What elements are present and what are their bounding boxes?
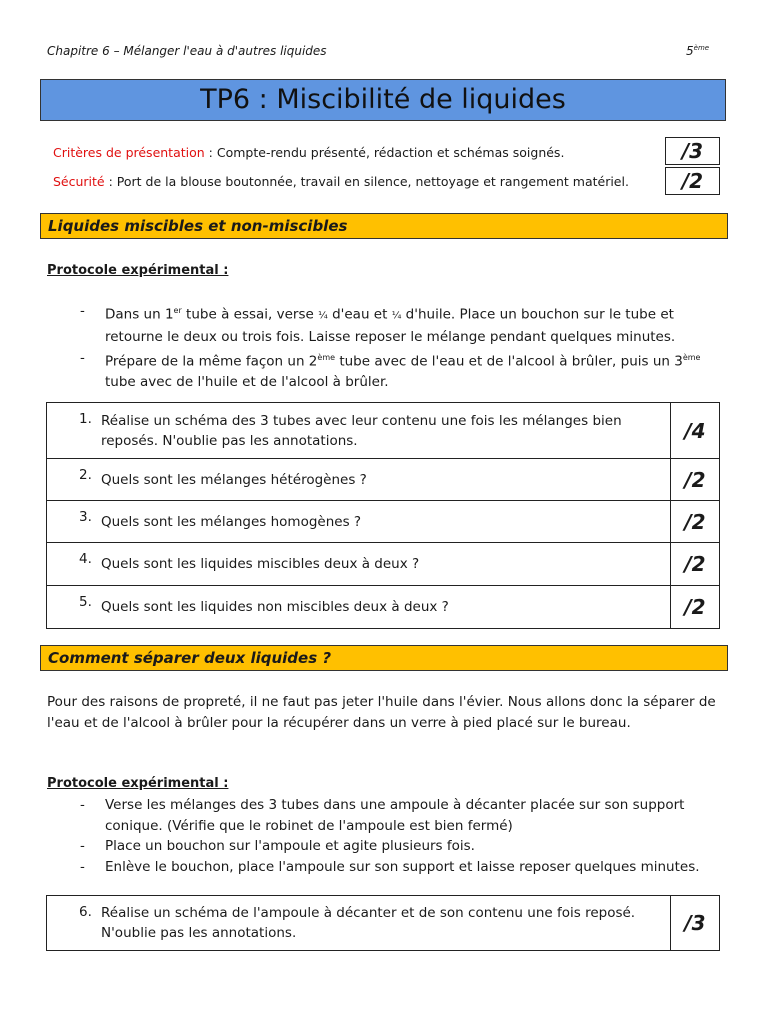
question-number: 5. bbox=[79, 594, 92, 610]
bullet-text: Dans un 1 bbox=[105, 306, 174, 323]
level-number: 5 bbox=[686, 44, 694, 58]
question-score: /2 bbox=[670, 501, 719, 542]
question-cell bbox=[47, 586, 670, 628]
bullet-text: d'eau et bbox=[327, 306, 392, 323]
score-box-security: /2 bbox=[665, 167, 720, 195]
criteria-separator: : bbox=[204, 145, 217, 160]
question-text: Quels sont les mélanges hétérogènes ? bbox=[101, 471, 367, 488]
question-score: /4 bbox=[670, 403, 719, 458]
score-box-presentation: /3 bbox=[665, 137, 720, 165]
page-title: TP6 : Miscibilité de liquides bbox=[40, 79, 726, 121]
table-row bbox=[47, 501, 719, 543]
question-cell bbox=[47, 403, 670, 458]
bullet-text: d'huile. Place un bouchon sur le tube et retourne le deux ou trois fois. Laisse reposer le mélange pendant quelques minutes. bbox=[105, 306, 676, 345]
question-text: Quels sont les liquides non miscibles deux à deux ? bbox=[101, 599, 449, 615]
list-item: - Enlève le bouchon, place l'ampoule sur son support et laisse reposer quelques minutes. bbox=[80, 857, 730, 878]
table-row bbox=[47, 586, 719, 628]
bullet-text: Prépare de la même façon un 2 bbox=[105, 353, 318, 369]
criteria-security bbox=[53, 174, 629, 189]
section-title-miscible: Liquides miscibles et non-miscibles bbox=[40, 213, 728, 239]
protocol-label: Protocole expérimental : bbox=[47, 263, 229, 278]
bullet-text: tube avec de l'eau et de l'alcool à brûler, puis un 3 bbox=[335, 353, 683, 369]
criteria-label: Sécurité bbox=[53, 174, 105, 189]
question-cell bbox=[47, 459, 670, 500]
list-item bbox=[80, 301, 730, 348]
question-score: /2 bbox=[670, 543, 719, 585]
protocol-list bbox=[80, 301, 730, 392]
ordinal-suffix: ème bbox=[317, 352, 336, 362]
question-number: 1. bbox=[79, 411, 92, 427]
question-number: 4. bbox=[79, 551, 92, 567]
list-item: - Place un bouchon sur l'ampoule et agite plusieurs fois. bbox=[80, 836, 730, 857]
ordinal-suffix: er bbox=[173, 306, 182, 315]
question-number: 6. bbox=[79, 904, 92, 920]
question-score: /2 bbox=[670, 459, 719, 500]
table-row bbox=[47, 403, 719, 459]
criteria-presentation bbox=[53, 145, 564, 160]
criteria-label: Critères de présentation bbox=[53, 145, 205, 160]
criteria-text: Compte-rendu présenté, rédaction et schémas soignés. bbox=[216, 145, 565, 160]
question-number: 3. bbox=[79, 509, 92, 525]
fraction: ¼ bbox=[318, 310, 328, 322]
question-text: Quels sont les mélanges homogènes ? bbox=[101, 513, 362, 530]
protocol-label: Protocole expérimental : bbox=[47, 776, 229, 791]
level-suffix: ème bbox=[693, 44, 710, 52]
question-score: /3 bbox=[670, 896, 719, 950]
bullet-text: tube à essai, verse bbox=[181, 306, 319, 323]
level-header bbox=[686, 44, 709, 58]
question-text: Réalise un schéma des 3 tubes avec leur contenu une fois les mélanges bien reposés. N'oublie pas les annotations. bbox=[101, 412, 622, 449]
table-row bbox=[47, 459, 719, 501]
list-item bbox=[80, 348, 730, 393]
question-number: 2. bbox=[79, 467, 92, 483]
table-row bbox=[47, 543, 719, 586]
ordinal-suffix: ème bbox=[682, 352, 701, 362]
bullet-text: tube avec de l'huile et de l'alcool à brûler. bbox=[105, 373, 389, 390]
fraction: ¼ bbox=[391, 310, 402, 322]
protocol-list bbox=[80, 795, 730, 877]
question-score: /2 bbox=[670, 586, 719, 628]
criteria-separator: : bbox=[104, 174, 117, 189]
questions-table-1 bbox=[46, 402, 720, 629]
table-row bbox=[47, 896, 719, 950]
criteria-text: Port de la blouse boutonnée, travail en silence, nettoyage et rangement matériel. bbox=[116, 174, 629, 189]
section-title-separation: Comment séparer deux liquides ? bbox=[40, 645, 728, 671]
list-item: - Verse les mélanges des 3 tubes dans une ampoule à décanter placée sur son support conique. (Vérifie que le robinet de l'ampoule est bien fermé) bbox=[80, 795, 730, 836]
intro-paragraph: Pour des raisons de propreté, il ne faut pas jeter l'huile dans l'évier. Nous allons donc la séparer de l'eau et de l'alcool à brûler pour la récupérer dans un verre à pied placé sur le bureau. bbox=[47, 694, 716, 731]
chapter-header: Chapitre 6 – Mélanger l'eau à d'autres liquides bbox=[47, 44, 327, 58]
question-cell bbox=[47, 543, 670, 585]
question-text: Réalise un schéma de l'ampoule à décanter et de son contenu une fois reposé. N'oublie pas les annotations. bbox=[101, 905, 636, 941]
question-cell bbox=[47, 501, 670, 542]
question-text: Quels sont les liquides miscibles deux à deux ? bbox=[101, 556, 420, 572]
questions-table-2 bbox=[46, 895, 720, 951]
question-cell bbox=[47, 896, 670, 950]
